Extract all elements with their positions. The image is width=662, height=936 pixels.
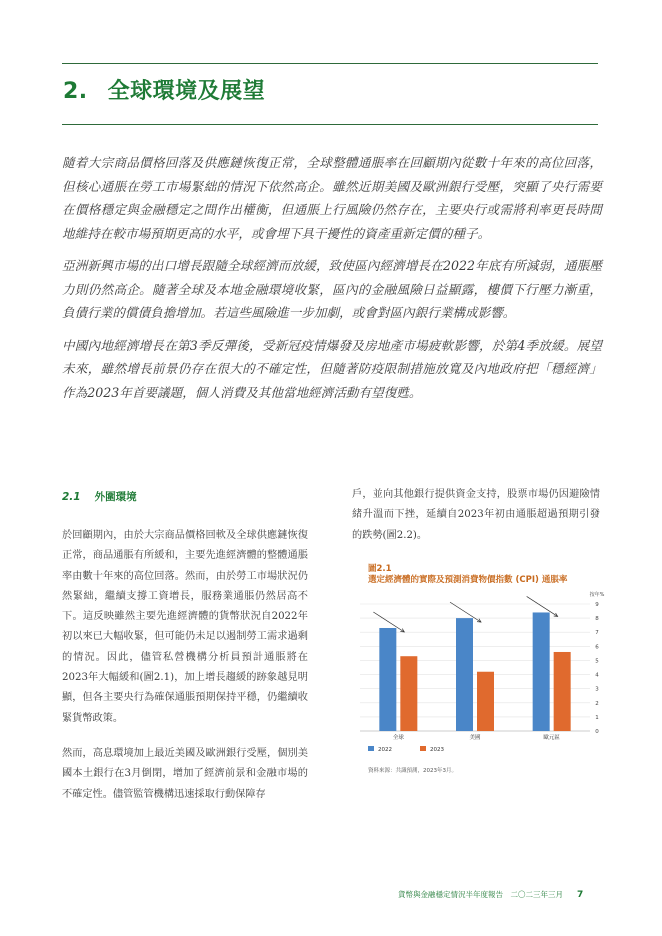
y-tick-label: 5 — [595, 658, 599, 665]
intro-summary — [62, 151, 602, 413]
y-tick-label: 2 — [595, 700, 599, 707]
bar-2022 — [456, 618, 473, 731]
section-number: 2.1 — [62, 491, 81, 503]
legend-swatch-2022 — [368, 746, 374, 751]
bar-2022 — [533, 612, 550, 731]
y-tick-label: 8 — [595, 616, 599, 623]
figure-title: 選定經濟體的實際及預測消費物價指數 (CPI) 通脹率 — [368, 575, 568, 585]
chapter-heading — [63, 74, 265, 105]
body-paragraph: 戶，並向其他銀行提供資金支持，股票市場仍因避險情緒升溫而下挫，延續自2023年初由通脹超過預期引發的跌勢(圖2.2)。 — [352, 489, 600, 541]
chapter-number: 2. — [63, 79, 88, 104]
y-tick-label: 9 — [595, 602, 599, 608]
left-column — [62, 526, 308, 820]
legend-swatch-2023 — [420, 746, 426, 751]
section-title: 外圍環境 — [94, 491, 137, 503]
intro-paragraph: 亞洲新興市場的出口增長跟隨全球經濟而放緩，致使區內經濟增長在2022年底有所減弱，通脹壓力則仍然高企。隨著全球及本地金融環境收緊，區內的金融風險日益顯露，樓價下行壓力漸重，負債行業的償債負擔增加。若這些風險進一步加劇，或會對區內銀行業構成影響。 — [62, 258, 602, 320]
figure-number: 圖2.1 — [368, 564, 392, 574]
trend-arrowhead — [400, 629, 404, 632]
x-tick-label: 歐元區 — [543, 735, 560, 741]
y-tick-label: 4 — [595, 672, 599, 679]
y-tick-label: 1 — [595, 714, 599, 721]
bar-2023 — [400, 656, 417, 731]
right-column — [352, 485, 600, 561]
chapter-title: 全球環境及展望 — [107, 79, 266, 104]
y-tick-label: 3 — [595, 686, 599, 693]
intro-paragraph: 隨着大宗商品價格回落及供應鏈恢復正常，全球整體通脹率在回顧期內從數十年來的高位回落，但核心通脹在勞工市場緊絀的情況下依然高企。雖然近期美國及歐洲銀行受壓，突顯了央行需要在價格穩定與金融穩定之間作出權衡，但通脹上行風險仍然存在，主要央行或需將利率更長時間地維持在較市場預期更高的水平，或會埋下具干擾性的資產重新定價的種子。 — [62, 155, 602, 241]
y-tick-label: 0 — [595, 729, 599, 735]
section-heading — [62, 489, 137, 504]
page-footer — [398, 889, 583, 900]
intro-paragraph: 中國內地經濟增長在第3季反彈後，受新冠疫情爆發及房地產市場疲軟影響，於第4季放緩。展望未來，雖然增長前景仍存在很大的不確定性，但隨著防疫限制措施放寬及內地政府把「穩經濟」作為2023年首要議題，個人消費及其他當地經濟活動有望復甦。 — [62, 337, 602, 400]
heading-rule — [62, 124, 598, 125]
legend-label: 2023 — [430, 747, 444, 753]
body-paragraph: 於回顧期內，由於大宗商品價格回軟及全球供應鏈恢復正常，商品通脹有所緩和，主要先進經濟體的整體通脹率由數十年來的高位回落。然而，由於勞工市場狀況仍然緊絀，繼續支撐工資增長，服務業通脹仍然居高不下。這反映雖然主要先進經濟體的貨幣狀況自2022年初以來已大幅收緊，但可能仍未足以遏制勞工需求過剩的情況。因此，儘管私營機構分析員預計通脹將在2023年大幅緩和(圖2.1)，加上增長趨緩的跡象越見明顯，但各主要央行為確保通脹預期保持平穩，仍繼續收緊貨幣政策。 — [62, 530, 308, 724]
y-tick-label: 7 — [595, 630, 599, 637]
bar-2023 — [477, 672, 494, 731]
x-tick-label: 美國 — [469, 735, 481, 741]
top-rule — [62, 63, 598, 64]
figure-source: 資料來源：共識預測，2023年3月。 — [368, 768, 457, 774]
cpi-bar-chart — [360, 586, 610, 764]
y-axis-label: 按年% — [589, 592, 605, 598]
y-tick-label: 6 — [595, 644, 599, 651]
page-number: 7 — [577, 890, 584, 900]
legend-label: 2022 — [378, 747, 392, 753]
x-tick-label: 全球 — [392, 735, 404, 741]
trend-arrowhead — [477, 619, 481, 622]
trend-arrowhead — [554, 613, 558, 616]
footer-text: 貨幣與金融穩定情況半年度報告 二〇二三年三月 — [398, 890, 563, 899]
bar-2022 — [379, 628, 396, 731]
bar-2023 — [554, 652, 571, 731]
body-paragraph: 然而，高息環境加上最近美國及歐洲銀行受壓，個別美國本土銀行在3月倒閉，增加了經濟前景和金融市場的不確定性。儘管監管機構迅速採取行動保障存 — [62, 747, 308, 800]
